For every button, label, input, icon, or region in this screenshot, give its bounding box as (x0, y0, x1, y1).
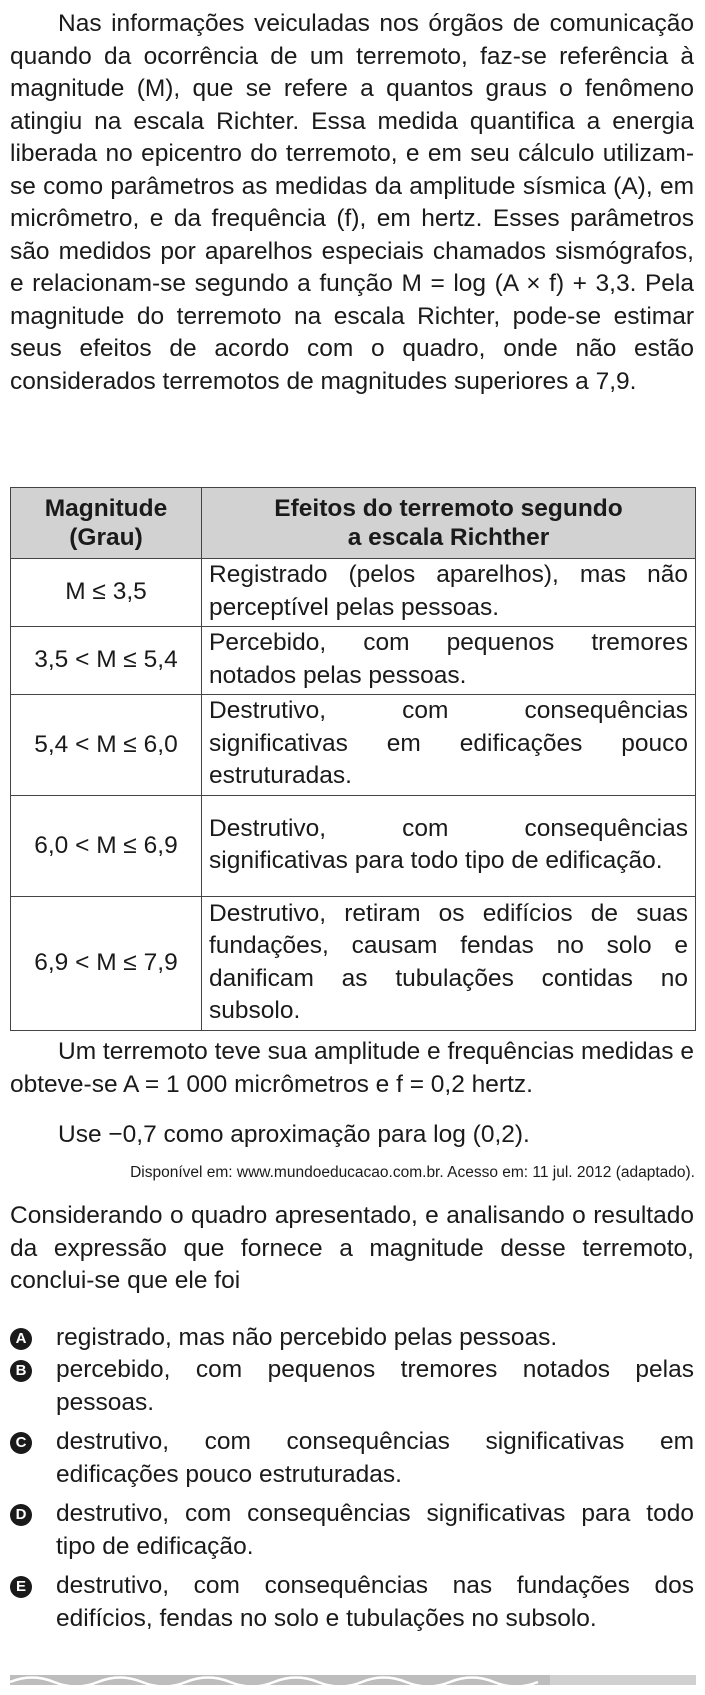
source-citation: Disponível em: www.mundoeducacao.com.br. Acesso em: 11 jul. 2012 (adaptado). (130, 1164, 695, 1181)
table-row (11, 627, 696, 695)
header-effects-line2: a escala Richther (347, 524, 550, 551)
table-row (11, 559, 696, 627)
decorative-wave-divider (10, 1672, 696, 1688)
table-row (11, 695, 696, 796)
option-letter-badge: B (10, 1360, 32, 1382)
intro-paragraph: Nas informações veiculadas nos órgãos de comunicação quando da ocorrência de um terremoto, faz-se referência à magnitude (M), que se refere a quantos graus o fenômeno atingiu na escala Richter. Essa medida quantifica a energia liberada no epicentro do terremoto, e em seu cálculo utilizam-se como parâmetros as medidas da amplitude sísmica (A), em micrômetro, e da frequência (f), em hertz. Esses parâmetros são medidos por aparelhos especiais chamados sismógrafos, e relacionam-se segundo a função M = log (A × f) + 3,3. Pela magnitude do terremoto na escala Richter, pode-se estimar seus efeitos de acordo com o quadro, onde não estão considerados terremotos de magnitudes superiores a 7,9. (10, 10, 694, 395)
option-text: destrutivo, com consequências nas fundações dos edifícios, fendas no solo e tubulações no subsolo. (56, 1572, 694, 1632)
effect-cell: Percebido, com pequenos tremores notados pelas pessoas. (202, 627, 696, 695)
magnitude-cell: M ≤ 3,5 (11, 559, 202, 627)
option-letter-badge: A (10, 1328, 32, 1350)
magnitude-cell: 5,4 < M ≤ 6,0 (11, 695, 202, 796)
option-text: destrutivo, com consequências significativas em edificações pouco estruturadas. (56, 1428, 694, 1488)
option-text: registrado, mas não percebido pelas pessoas. (56, 1324, 558, 1351)
question-stem: Considerando o quadro apresentado, e analisando o resultado da expressão que fornece a magnitude desse terremoto, conclui-se que ele foi (10, 1202, 694, 1294)
magnitude-cell: 3,5 < M ≤ 5,4 (11, 627, 202, 695)
effect-cell: Destrutivo, com consequências significativas para todo tipo de edificação. (202, 796, 696, 897)
table-row (11, 897, 696, 1031)
effect-cell: Destrutivo, retiram os edifícios de suas fundações, causam fendas no solo e danificam as tubulações contidas no subsolo. (202, 897, 696, 1031)
header-effects-line1: Efeitos do terremoto segundo (274, 495, 623, 522)
log-hint-paragraph: Use −0,7 como aproximação para log (0,2). (58, 1121, 530, 1148)
measurement-paragraph: Um terremoto teve sua amplitude e frequências medidas e obteve-se A = 1 000 micrômetros e f = 0,2 hertz. (10, 1038, 694, 1098)
table-header-row (11, 488, 696, 559)
effect-cell: Registrado (pelos aparelhos), mas não perceptível pelas pessoas. (202, 559, 696, 627)
option-letter-badge: C (10, 1432, 32, 1454)
option-letter-badge: D (10, 1504, 32, 1526)
option-letter-badge: E (10, 1576, 32, 1598)
effect-cell: Destrutivo, com consequências significativas em edificações pouco estruturadas. (202, 695, 696, 796)
magnitude-cell: 6,9 < M ≤ 7,9 (11, 897, 202, 1031)
header-effects (202, 488, 696, 559)
table-row (11, 796, 696, 897)
header-magnitude (11, 488, 202, 559)
header-magnitude-line1: Magnitude (44, 495, 168, 522)
header-magnitude-line2: (Grau) (69, 524, 143, 551)
option-text: destrutivo, com consequências significativas para todo tipo de edificação. (56, 1500, 694, 1560)
richter-effects-table (10, 487, 696, 1031)
option-text: percebido, com pequenos tremores notados pelas pessoas. (56, 1356, 694, 1416)
magnitude-cell: 6,0 < M ≤ 6,9 (11, 796, 202, 897)
